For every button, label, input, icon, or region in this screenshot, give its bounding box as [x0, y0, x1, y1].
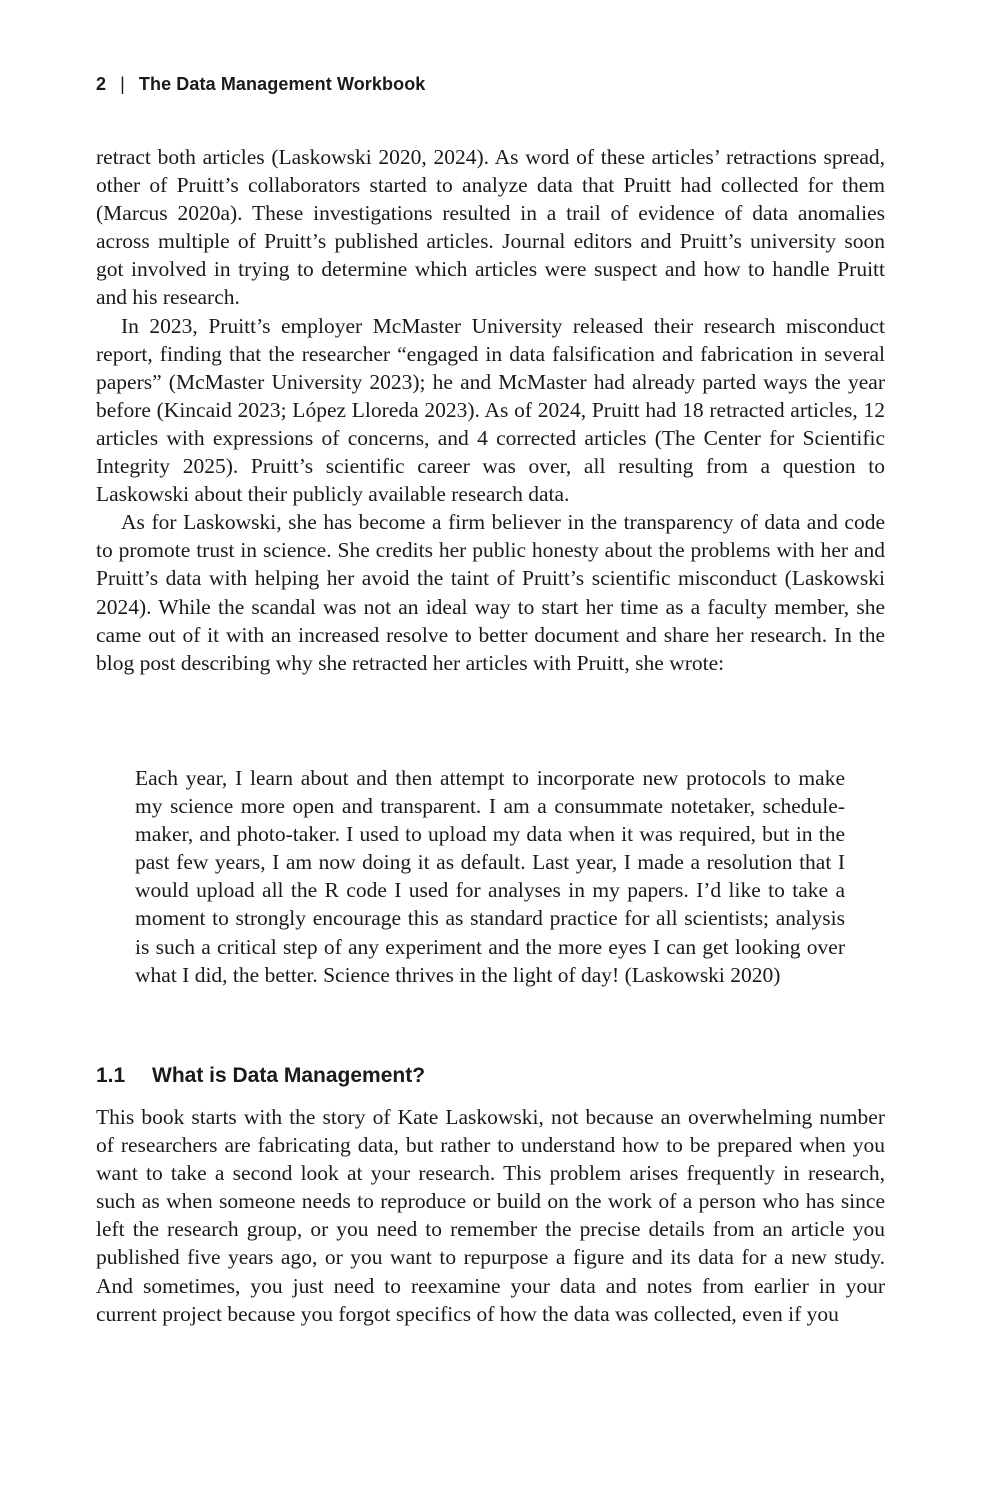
section-heading [96, 1064, 425, 1088]
paragraph-continuation: retract both articles (Laskowski 2020, 2024). As word of these articles’ retractions spread, other of Pruitt’s collaborators started to analyze data that Pruitt had collected for them (Marcus 2020a). These investigations resulted in a trail of evidence of data anomalies across multiple of Pruitt’s published articles. Journal editors and Pruitt’s university soon got involved in trying to determine which articles were suspect and how to handle Pruitt and his research. [96, 145, 885, 310]
body-text-top [96, 143, 885, 677]
book-title: The Data Management Workbook [138, 74, 426, 94]
running-header [96, 74, 425, 95]
page-number: 2 [96, 74, 107, 94]
block-quote: Each year, I learn about and then attempt to incorporate new protocols to make my science more open and transparent. I am a consummate notetaker, schedule-maker, and photo-taker. I used to upload my data when it was required, but in the past few years, I am now doing it as default. Last year, I made a resolution that I would upload all the R code I used for analyses in my papers. I’d like to take a moment to strongly encourage this as standard practice for all scientists; analysis is such a critical step of any experiment and the more eyes I can get looking over what I did, the better. Science thrives in the light of day! (Laskowski 2020) [135, 766, 845, 987]
section-number: 1.1 [96, 1064, 126, 1087]
body-text-bottom [96, 1103, 885, 1328]
header-separator: | [120, 74, 125, 94]
paragraph-laskowski: As for Laskowski, she has become a firm believer in the transparency of data and code to promote trust in science. She credits her public honesty about the problems with her and Pruitt’s data with helping her avoid the taint of Pruitt’s scientific misconduct (Laskowski 2024). While the scandal was not an ideal way to start her time as a faculty member, she came out of it with an increased resolve to better document and share her research. In the blog post describing why she retracted her articles with Pruitt, she wrote: [96, 510, 885, 675]
paragraph-misconduct-report: In 2023, Pruitt’s employer McMaster University released their research misconduct report, finding that the researcher “engaged in data falsification and fabrication in several papers” (McMaster University 2023); he and McMaster had already parted ways the year before (Kincaid 2023; López Lloreda 2023). As of 2024, Pruitt had 18 retracted articles, 12 articles with expressions of concerns, and 4 corrected articles (The Center for Scientific Integrity 2025). Pruitt’s scientific career was over, all resulting from a question to Laskowski about their publicly available research data. [96, 313, 885, 507]
paragraph-intro: This book starts with the story of Kate Laskowski, not because an overwhelming number of researchers are fabricating data, but rather to understand how to be prepared when you want to take a second look at your research. This problem arises frequently in research, such as when someone needs to reproduce or build on the work of a person who has since left the research group, or you need to remember the precise details from an article you published five years ago, or you want to repurpose a figure and its data for a new study. And sometimes, you just need to reexamine your data and notes from earlier in your current project because you forgot specifics of how the data was collected, even if you [96, 1105, 885, 1326]
section-title: What is Data Management? [152, 1064, 426, 1087]
